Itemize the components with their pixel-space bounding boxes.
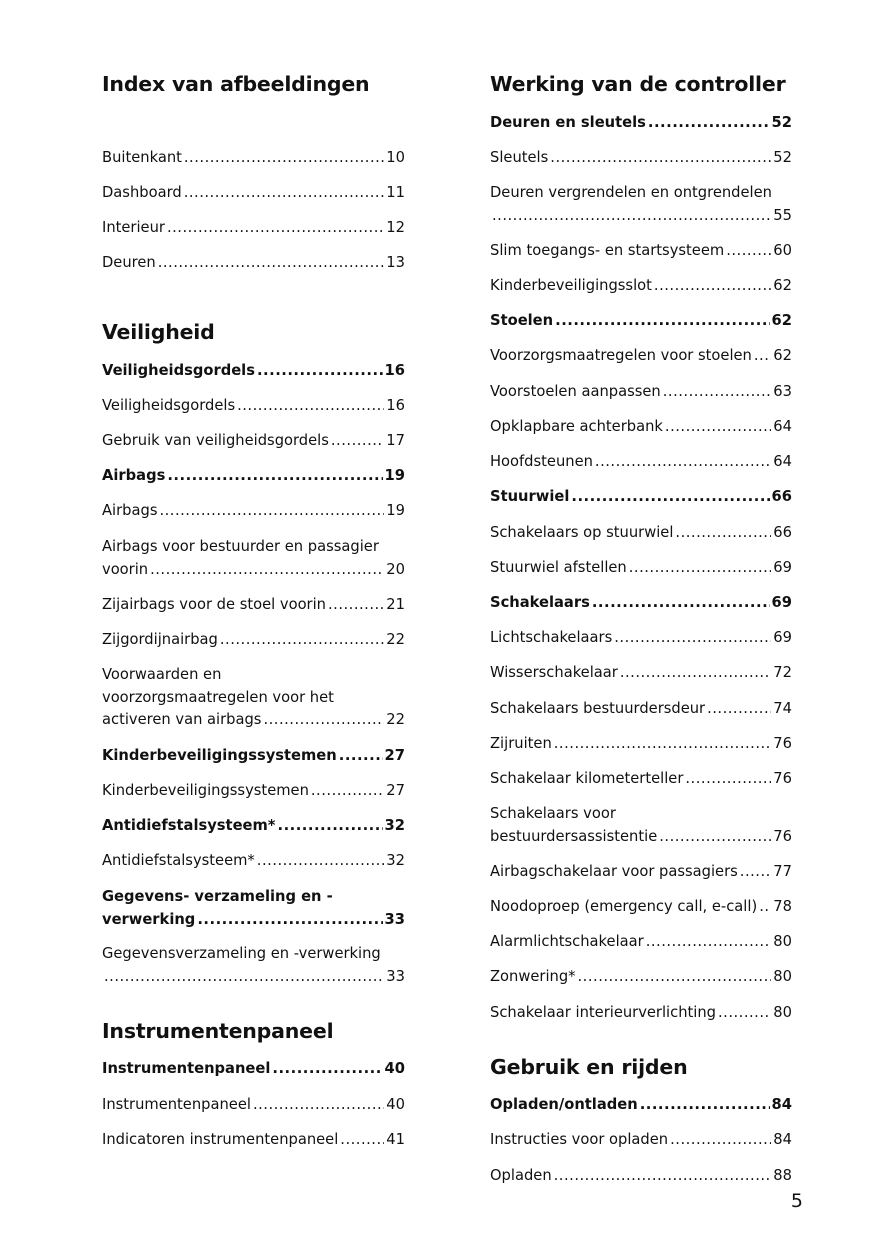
toc-entry-page: 69 (773, 629, 792, 646)
toc-entry-stoelen[interactable] (490, 310, 792, 333)
toc-entry-page: 32 (386, 852, 405, 869)
dot-leader (339, 745, 383, 768)
dot-leader (740, 861, 772, 884)
toc-entry-page: 33 (386, 967, 405, 985)
toc-entry-lichtschakelaars[interactable] (490, 627, 792, 650)
dot-leader (331, 430, 384, 453)
dot-leader (167, 465, 382, 488)
toc-entry-leader-line (102, 629, 405, 652)
toc-entry-leader-line (102, 182, 405, 205)
dot-leader (492, 205, 771, 228)
dot-leader (726, 240, 771, 263)
toc-entry-leader-line (490, 592, 792, 615)
dot-leader (629, 557, 772, 580)
toc-entry-gegevens-verzameling-en[interactable] (102, 886, 405, 931)
section-title-index: Index van afbeeldingen (102, 72, 370, 96)
toc-entry-alarmlichtschakelaar[interactable] (490, 931, 792, 954)
dot-leader (197, 909, 382, 932)
toc-entry-label: Instructies voor opladen (490, 1131, 669, 1148)
toc-entry-page: 22 (386, 711, 405, 728)
toc-entry-schakelaar-kilometerteller[interactable] (490, 768, 792, 791)
toc-entry-page: 84 (771, 1096, 792, 1113)
toc-entry-leader-line (102, 500, 405, 523)
toc-entry-line: Airbags voor bestuurder en passagier (102, 538, 379, 555)
toc-entry-label: Interieur (102, 219, 165, 236)
toc-entry-page: 76 (773, 827, 792, 845)
toc-entry-sleutels[interactable] (490, 147, 792, 170)
dot-leader (646, 931, 772, 954)
dot-leader (665, 416, 771, 439)
toc-entry-leader-line (490, 416, 792, 439)
dot-leader (640, 1094, 770, 1117)
dot-leader (272, 1058, 382, 1081)
section-title-gebruik: Gebruik en rijden (490, 1055, 688, 1079)
toc-entry-page: 77 (773, 863, 792, 880)
dot-leader (659, 826, 771, 849)
toc-entry-gebruik-van-veiligheidsgordels[interactable] (102, 430, 405, 453)
toc-entry-leader-line (102, 217, 405, 240)
toc-entry-label: Schakelaars op stuurwiel (490, 524, 674, 541)
toc-entry-zijruiten[interactable] (490, 733, 792, 756)
toc-entry-label: Lichtschakelaars (490, 629, 613, 646)
toc-entry-schakelaars[interactable] (490, 592, 792, 615)
dot-leader (614, 627, 771, 650)
toc-entry-page: 62 (771, 312, 792, 329)
toc-entry-leader-line (490, 861, 792, 884)
toc-entry-slim-toegangs-en-startsysteem[interactable] (490, 240, 792, 263)
dot-leader (578, 966, 772, 989)
dot-leader (648, 112, 770, 135)
toc-entry-label: Deuren (102, 254, 156, 271)
toc-entry-page: 80 (773, 933, 792, 950)
toc-entry-page: 52 (773, 149, 792, 166)
dot-leader (595, 451, 771, 474)
toc-entry-leader-line (102, 465, 405, 488)
dot-leader (277, 815, 382, 838)
toc-entry-kinderbeveiligingssystemen[interactable] (102, 745, 405, 768)
dot-leader (184, 147, 384, 170)
toc-entry-leader-line (102, 780, 405, 803)
dot-leader (571, 486, 769, 509)
toc-entry-leader-line (490, 522, 792, 545)
toc-entry-indicatoren-instrumentenpaneel[interactable] (102, 1129, 405, 1152)
toc-entry-leader-line (102, 147, 405, 170)
dot-leader (754, 345, 771, 368)
dot-leader (237, 395, 384, 418)
toc-entry-leader-line (102, 559, 405, 582)
toc-entry-interieur[interactable] (102, 217, 405, 240)
toc-entry-airbags[interactable] (102, 500, 405, 523)
toc-entry-label: Stuurwiel (490, 488, 570, 505)
toc-entry-leader-line (102, 252, 405, 275)
toc-entry-label: Gebruik van veiligheidsgordels (102, 432, 329, 449)
toc-entry-line: Schakelaars voor (490, 805, 616, 822)
toc-entry-page: 78 (773, 898, 792, 915)
toc-entry-page: 16 (384, 362, 405, 379)
dot-leader (311, 780, 384, 803)
toc-entry-veiligheidsgordels[interactable] (102, 360, 405, 383)
section-title-instrumentenpaneel: Instrumentenpaneel (102, 1019, 334, 1043)
toc-entry-page: 72 (773, 664, 792, 681)
toc-entry-page: 69 (773, 559, 792, 576)
toc-entry-veiligheidsgordels[interactable] (102, 395, 405, 418)
toc-entry-label: Opladen/ontladen (490, 1096, 638, 1113)
toc-entry-leader-line (490, 381, 792, 404)
toc-entry-page: 69 (771, 594, 792, 611)
toc-entry-leader-line (490, 486, 792, 509)
toc-entry-line: voorzorgsmaatregelen voor het (102, 688, 334, 706)
dot-leader (685, 768, 771, 791)
toc-entry-leader-line (490, 896, 792, 919)
toc-entry-line: Gegevensverzameling en -verwerking (102, 945, 381, 962)
toc-entry-page: 80 (773, 1004, 792, 1021)
toc-entry-page: 41 (386, 1131, 405, 1148)
toc-entry-label: bestuurdersassistentie (490, 827, 658, 845)
toc-entry-leader-line (490, 698, 792, 721)
section-title-veiligheid: Veiligheid (102, 320, 215, 344)
toc-entry-label: Voorstoelen aanpassen (490, 383, 661, 400)
toc-entry-page: 64 (773, 418, 792, 435)
toc-entry-airbags-voor-bestuurder-en-passagier[interactable] (102, 536, 405, 581)
toc-entry-wisserschakelaar[interactable] (490, 662, 792, 685)
toc-entry-label: Zijruiten (490, 735, 552, 752)
toc-entry-leader-line (102, 745, 405, 768)
toc-entry-label: Wisserschakelaar (490, 664, 618, 681)
toc-entry-stuurwiel[interactable] (490, 486, 792, 509)
dot-leader (670, 1129, 771, 1152)
toc-entry-page: 80 (773, 968, 792, 985)
toc-entry-label: Schakelaars bestuurdersdeur (490, 700, 706, 717)
toc-entry-opladen[interactable] (490, 1165, 792, 1188)
dot-leader (257, 360, 383, 383)
toc-entry-kinderbeveiligingsslot[interactable] (490, 275, 792, 298)
left-column (102, 0, 405, 1241)
toc-entry-kinderbeveiligingssystemen[interactable] (102, 780, 405, 803)
toc-entry-page: 52 (771, 114, 792, 131)
toc-entry-leader-line (102, 709, 405, 732)
toc-entry-page: 19 (384, 467, 405, 484)
toc-entry-page: 40 (384, 1060, 405, 1077)
toc-entry-leader-line (490, 662, 792, 685)
toc-entry-leader-line (490, 310, 792, 333)
dot-leader (550, 147, 771, 170)
toc-entry-leader-line (102, 395, 405, 418)
toc-entry-page: 20 (386, 560, 405, 578)
toc-entry-page: 40 (386, 1096, 405, 1113)
dot-leader (253, 1094, 384, 1117)
toc-entry-page: 19 (386, 502, 405, 519)
toc-entry-label: Opladen (490, 1167, 552, 1184)
toc-entry-page: 62 (773, 277, 792, 294)
section-title-werking: Werking van de controller (490, 72, 786, 96)
toc-entry-voorstoelen-aanpassen[interactable] (490, 381, 792, 404)
toc-entry-zijgordijnairbag[interactable] (102, 629, 405, 652)
toc-entry-page: 88 (773, 1167, 792, 1184)
toc-entry-gegevensverzameling-en-verwerking[interactable] (102, 943, 405, 988)
toc-entry-label: activeren van airbags (102, 711, 262, 728)
toc-entry-label: Kinderbeveiligingssystemen (102, 782, 309, 799)
dot-leader (167, 217, 384, 240)
dot-leader (592, 592, 770, 615)
right-column (490, 0, 792, 1241)
toc-entry-label: voorin (102, 560, 149, 578)
toc-entry-leader-line (490, 1165, 792, 1188)
toc-entry-page: 27 (384, 747, 405, 764)
toc-entry-antidiefstalsysteem[interactable] (102, 850, 405, 873)
toc-entry-label: Stuurwiel afstellen (490, 559, 627, 576)
toc-entry-line: Deuren vergrendelen en ontgrendelen (490, 184, 772, 201)
toc-entry-page: 66 (771, 488, 792, 505)
toc-entry-label: Instrumentenpaneel (102, 1060, 271, 1077)
toc-entry-label: Deuren en sleutels (490, 114, 646, 131)
page-number: 5 (790, 1190, 803, 1212)
toc-entry-label: Kinderbeveiligingsslot (490, 277, 652, 294)
toc-entry-leader-line (490, 768, 792, 791)
toc-entry-leader-line (490, 1002, 792, 1025)
toc-entry-antidiefstalsysteem[interactable] (102, 815, 405, 838)
toc-entry-page: 17 (386, 432, 405, 449)
dot-leader (554, 733, 772, 756)
toc-entry-leader-line (102, 815, 405, 838)
toc-entry-hoofdsteunen[interactable] (490, 451, 792, 474)
toc-entry-page: 22 (386, 631, 405, 648)
toc-entry-opladen-ontladen[interactable] (490, 1094, 792, 1117)
dot-leader (150, 559, 384, 582)
toc-entry-label: Zonwering* (490, 968, 576, 985)
toc-entry-voorzorgsmaatregelen-voor-stoelen[interactable] (490, 345, 792, 368)
toc-entry-label: Slim toegangs- en startsysteem (490, 242, 725, 259)
toc-entry-line: Voorwaarden en (102, 666, 222, 683)
dot-leader (707, 698, 771, 721)
toc-entry-label: Zijgordijnairbag (102, 631, 218, 648)
toc-entry-page: 32 (384, 817, 405, 834)
dot-leader (759, 896, 771, 919)
toc-entry-label: Sleutels (490, 149, 549, 166)
toc-entry-leader-line (490, 112, 792, 135)
toc-entry-leader-line (102, 1129, 405, 1152)
toc-entry-leader-line (490, 451, 792, 474)
toc-entry-leader-line (102, 360, 405, 383)
toc-entry-page: 64 (773, 453, 792, 470)
toc-entry-label: Dashboard (102, 184, 182, 201)
toc-entry-page: 55 (773, 206, 792, 224)
toc-entry-leader-line (490, 627, 792, 650)
toc-entry-zijairbags-voor-de-stoel-voorin[interactable] (102, 594, 405, 617)
toc-entry-page: 74 (773, 700, 792, 717)
dot-leader (328, 594, 384, 617)
dot-leader (263, 709, 384, 732)
toc-entry-deuren-vergrendelen-en-ontgrendelen[interactable] (490, 182, 792, 227)
toc-entry-leader-line (490, 1129, 792, 1152)
toc-entry-label: Buitenkant (102, 149, 182, 166)
toc-entry-page: 33 (384, 910, 405, 928)
toc-entry-leader-line (490, 733, 792, 756)
toc-entry-page: 12 (386, 219, 405, 236)
toc-entry-voorwaarden-en[interactable] (102, 664, 405, 732)
toc-entry-schakelaars-voor[interactable] (490, 803, 792, 848)
dot-leader (654, 275, 771, 298)
toc-entry-label: Hoofdsteunen (490, 453, 593, 470)
toc-entry-leader-line (102, 909, 405, 932)
toc-entry-label: Voorzorgsmaatregelen voor stoelen (490, 347, 752, 364)
toc-entry-page: 76 (773, 770, 792, 787)
toc-entry-leader-line (102, 430, 405, 453)
toc-entry-leader-line (490, 557, 792, 580)
toc-entry-deuren[interactable] (102, 252, 405, 275)
toc-entry-page: 10 (386, 149, 405, 166)
toc-entry-leader-line (102, 966, 405, 989)
dot-leader (184, 182, 385, 205)
toc-entry-line: Gegevens- verzameling en - (102, 888, 333, 905)
toc-entry-page: 13 (386, 254, 405, 271)
toc-entry-schakelaars-bestuurdersdeur[interactable] (490, 698, 792, 721)
toc-entry-label: Instrumentenpaneel (102, 1096, 251, 1113)
toc-entry-label: Stoelen (490, 312, 554, 329)
dot-leader (220, 629, 384, 652)
dot-leader (554, 1165, 772, 1188)
toc-entry-airbags[interactable] (102, 465, 405, 488)
toc-entry-instructies-voor-opladen[interactable] (490, 1129, 792, 1152)
dot-leader (257, 850, 385, 873)
dot-leader (340, 1129, 384, 1152)
toc-entry-label: Kinderbeveiligingssystemen (102, 747, 337, 764)
toc-entry-leader-line (490, 966, 792, 989)
toc-entry-page: 16 (386, 397, 405, 414)
toc-entry-label: Noodoproep (emergency call, e-call) (490, 898, 758, 915)
toc-entry-leader-line (490, 147, 792, 170)
toc-entry-label: Zijairbags voor de stoel voorin (102, 596, 326, 613)
toc-entry-label: verwerking (102, 910, 196, 928)
toc-entry-leader-line (490, 345, 792, 368)
toc-entry-page: 21 (386, 596, 405, 613)
toc-entry-leader-line (490, 205, 792, 228)
dot-leader (158, 252, 385, 275)
toc-entry-instrumentenpaneel[interactable] (102, 1094, 405, 1117)
toc-entry-label: Schakelaar kilometerteller (490, 770, 684, 787)
toc-entry-dashboard[interactable] (102, 182, 405, 205)
toc-entry-buitenkant[interactable] (102, 147, 405, 170)
toc-entry-label: Indicatoren instrumentenpaneel (102, 1131, 339, 1148)
toc-entry-leader-line (490, 1094, 792, 1117)
toc-entry-label: Veiligheidsgordels (102, 397, 236, 414)
toc-entry-page: 11 (386, 184, 405, 201)
toc-entry-label: Schakelaars (490, 594, 590, 611)
toc-entry-label: Antidiefstalsysteem* (102, 852, 255, 869)
toc-entry-label: Veiligheidsgordels (102, 362, 255, 379)
toc-entry-noodoproep-emergency-call-e-call[interactable] (490, 896, 792, 919)
toc-entry-page: 66 (773, 524, 792, 541)
toc-entry-leader-line (490, 240, 792, 263)
toc-entry-label: Airbags (102, 502, 158, 519)
dot-leader (104, 966, 384, 989)
dot-leader (620, 662, 771, 685)
toc-entry-airbagschakelaar-voor-passagiers[interactable] (490, 861, 792, 884)
toc-entry-leader-line (102, 850, 405, 873)
toc-entry-page: 84 (773, 1131, 792, 1148)
toc-entry-label: Alarmlichtschakelaar (490, 933, 644, 950)
toc-entry-page: 62 (773, 347, 792, 364)
toc-entry-leader-line (490, 931, 792, 954)
toc-entry-leader-line (102, 1058, 405, 1081)
dot-leader (718, 1002, 771, 1025)
toc-entry-page: 63 (773, 383, 792, 400)
toc-entry-deuren-en-sleutels[interactable] (490, 112, 792, 135)
toc-entry-label: Opklapbare achterbank (490, 418, 663, 435)
dot-leader (675, 522, 771, 545)
dot-leader (663, 381, 772, 404)
toc-entry-label: Antidiefstalsysteem* (102, 817, 276, 834)
toc-entry-schakelaars-op-stuurwiel[interactable] (490, 522, 792, 545)
toc-entry-label: Airbags (102, 467, 166, 484)
toc-entry-opklapbare-achterbank[interactable] (490, 416, 792, 439)
toc-entry-schakelaar-interieurverlichting[interactable] (490, 1002, 792, 1025)
toc-entry-leader-line (490, 275, 792, 298)
toc-entry-page: 60 (773, 242, 792, 259)
toc-entry-label: Airbagschakelaar voor passagiers (490, 863, 738, 880)
toc-entry-label: Schakelaar interieurverlichting (490, 1004, 716, 1021)
toc-entry-stuurwiel-afstellen[interactable] (490, 557, 792, 580)
toc-entry-zonwering[interactable] (490, 966, 792, 989)
toc-entry-page: 76 (773, 735, 792, 752)
dot-leader (159, 500, 384, 523)
dot-leader (555, 310, 769, 333)
toc-entry-instrumentenpaneel[interactable] (102, 1058, 405, 1081)
toc-entry-leader-line (490, 826, 792, 849)
toc-entry-leader-line (102, 1094, 405, 1117)
toc-entry-page: 27 (386, 782, 405, 799)
toc-entry-leader-line (102, 594, 405, 617)
